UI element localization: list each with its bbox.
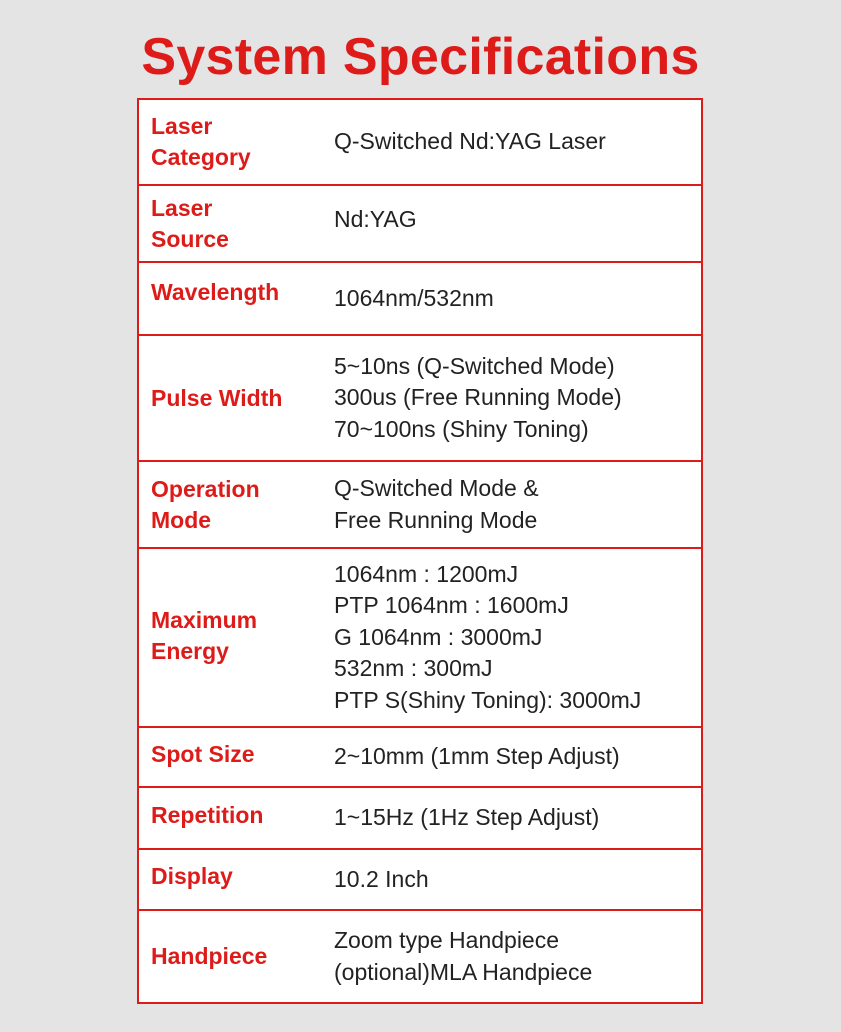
spec-value — [334, 263, 694, 334]
spec-label-line: Category — [151, 144, 251, 170]
spec-label-line: Handpiece — [151, 943, 268, 969]
spec-value-line: 70~100ns (Shiny Toning) — [334, 415, 589, 442]
spec-value-line: Nd:YAG — [334, 205, 417, 232]
spec-row-pulse-width — [139, 336, 701, 462]
spec-value — [334, 911, 694, 1002]
spec-row-operation-mode — [139, 462, 701, 549]
spec-value — [334, 336, 694, 460]
spec-value-line: 1064nm/532nm — [334, 284, 494, 311]
spec-value-line: 2~10mm (1mm Step Adjust) — [334, 743, 620, 770]
spec-value-line: 300us (Free Running Mode) — [334, 384, 622, 411]
spec-value — [334, 549, 694, 726]
spec-value — [334, 850, 694, 909]
page-title: System Specifications — [141, 28, 700, 86]
spec-label — [151, 728, 321, 786]
spec-table — [137, 98, 703, 1004]
spec-row-handpiece — [139, 911, 701, 1002]
spec-row-spot-size — [139, 728, 701, 788]
spec-label-line: Display — [151, 863, 233, 889]
spec-label-line: Mode — [151, 506, 212, 533]
spec-label — [151, 186, 321, 261]
spec-label-line: Repetition — [151, 801, 264, 828]
spec-value-line: G 1064nm : 3000mJ — [334, 623, 543, 650]
spec-value-line: 1~15Hz (1Hz Step Adjust) — [334, 804, 600, 831]
spec-value-line: (optional)MLA Handpiece — [334, 958, 593, 985]
spec-row-repetition — [139, 788, 701, 850]
spec-row-maximum-energy — [139, 549, 701, 728]
spec-label — [151, 549, 321, 726]
spec-value — [334, 186, 694, 261]
spec-label-line: Pulse Width — [151, 384, 283, 411]
spec-label — [151, 462, 321, 547]
spec-row-wavelength — [139, 263, 701, 336]
spec-value-line: 5~10ns (Q-Switched Mode) — [334, 352, 615, 379]
spec-label-line: Operation — [151, 475, 260, 502]
spec-row-laser-category — [139, 100, 701, 186]
spec-label-line: Maximum — [151, 606, 258, 633]
spec-label-line: Source — [151, 225, 229, 252]
spec-value — [334, 100, 694, 184]
spec-value-line: 532nm : 300mJ — [334, 655, 493, 682]
spec-label — [151, 100, 321, 184]
spec-row-display — [139, 850, 701, 911]
spec-value-line: PTP S(Shiny Toning): 3000mJ — [334, 686, 642, 713]
spec-label-line: Laser — [151, 194, 213, 221]
spec-row-laser-source — [139, 186, 701, 263]
spec-value — [334, 788, 694, 848]
spec-value-line: 10.2 Inch — [334, 865, 429, 892]
spec-value-line: Q-Switched Mode & — [334, 475, 539, 501]
spec-value — [334, 462, 694, 547]
spec-value-line: Q-Switched Nd:YAG Laser — [334, 128, 606, 155]
spec-label-line: Laser — [151, 113, 213, 139]
spec-label-line: Spot Size — [151, 740, 255, 767]
spec-label-line: Wavelength — [151, 279, 280, 305]
spec-value-line: PTP 1064nm : 1600mJ — [334, 592, 569, 619]
spec-label — [151, 850, 321, 909]
spec-value — [334, 728, 694, 786]
spec-label — [151, 911, 321, 1002]
spec-value-line: Free Running Mode — [334, 506, 538, 533]
spec-value-line: 1064nm : 1200mJ — [334, 560, 519, 587]
spec-label — [151, 788, 321, 848]
spec-label — [151, 263, 321, 334]
spec-label — [151, 336, 321, 460]
spec-value-line: Zoom type Handpiece — [334, 927, 560, 953]
spec-label-line: Energy — [151, 637, 229, 664]
